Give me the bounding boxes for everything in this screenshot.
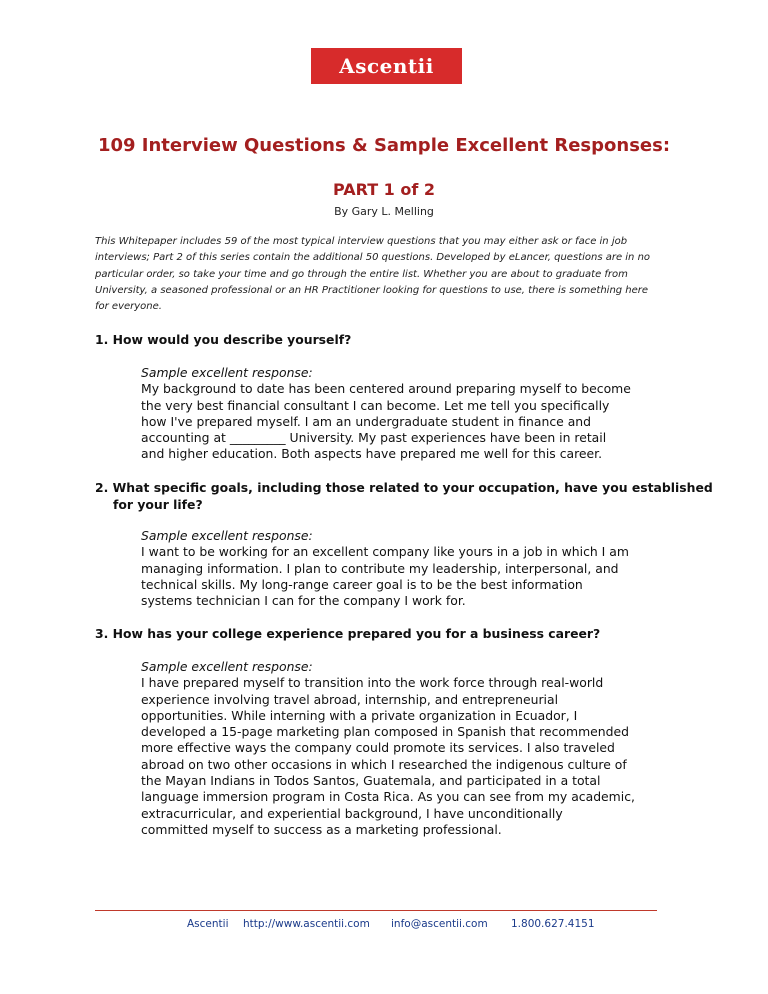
document-author: By Gary L. Melling [334, 205, 434, 218]
response-line: the Mayan Indians in Todos Santos, Guatemala, and participated in a total [141, 773, 601, 789]
intro-line: particular order, so take your time and go through the entire list. Whether you are about to graduate from [95, 268, 628, 280]
question-text: for your life? [113, 497, 203, 512]
document-title: 109 Interview Questions & Sample Excellent Responses: [97, 135, 671, 156]
response-line: how I've prepared myself. I am an undergraduate student in finance and [141, 413, 592, 429]
intro-line: This Whitepaper includes 59 of the most typical interview questions that you may either ask or face in job [95, 236, 628, 247]
question-2 [95, 479, 713, 513]
question-text: 3. How has your college experience prepared you for a business career? [95, 626, 601, 641]
response-3 [141, 659, 661, 838]
sample-label: Sample excellent response: [141, 528, 313, 543]
response-line: more effective ways the company could promote its services. I also traveled [141, 740, 615, 756]
response-2 [141, 528, 661, 609]
response-1 [141, 365, 661, 463]
question-1 [95, 331, 695, 348]
question-text: 1. How would you describe yourself? [95, 332, 352, 347]
ascentii-logo [311, 48, 462, 84]
footer-email-link[interactable]: info@ascentii.com [391, 918, 488, 930]
intro-line: interviews; Part 2 of this series contain the additional 50 questions. Developed by eLancer, questions are in no [95, 252, 651, 264]
sample-label: Sample excellent response: [141, 365, 313, 380]
response-line: technical skills. My long-range career goal is to be the best information [141, 576, 583, 592]
response-line: extracurricular, and experiential background, I have unconditionally [141, 805, 563, 821]
response-line: opportunities. While interning with a private organization in Ecuador, I [141, 707, 578, 723]
footer-company: Ascentii [187, 918, 229, 930]
intro-line: University, a seasoned professional or an HR Practitioner looking for questions to use, there is something here [95, 284, 649, 296]
response-line: committed myself to success as a marketing professional. [141, 821, 502, 837]
question-text: 2. What specific goals, including those related to your occupation, have you established [95, 480, 713, 495]
response-line: the very best financial consultant I can become. Let me tell you specifically [141, 397, 610, 413]
response-line: managing information. I plan to contribute my leadership, interpersonal, and [141, 560, 619, 576]
intro-line: for everyone. [95, 301, 162, 313]
document-part: PART 1 of 2 [332, 180, 436, 199]
footer-phone: 1.800.627.4151 [511, 918, 595, 930]
response-line: systems technician I can for the company I work for. [141, 593, 466, 609]
footer-divider [95, 910, 657, 911]
response-line: I want to be working for an excellent company like yours in a job in which I am [141, 544, 629, 560]
response-line: experience involving travel abroad, internship, and entrepreneurial [141, 691, 559, 707]
response-line: I have prepared myself to transition into the work force through real-world [141, 675, 604, 691]
response-line: and higher education. Both aspects have prepared me well for this career. [141, 446, 603, 462]
response-line: abroad on two other occasions in which I researched the indigenous culture of [141, 756, 627, 772]
question-3 [95, 625, 695, 642]
logo-text: Ascentii [339, 54, 434, 78]
sample-label: Sample excellent response: [141, 659, 313, 674]
response-line: developed a 15-page marketing plan composed in Spanish that recommended [141, 724, 629, 740]
intro-paragraph [95, 234, 695, 315]
response-line: language immersion program in Costa Rica. As you can see from my academic, [141, 789, 635, 805]
response-line: accounting at _________ University. My past experiences have been in retail [141, 430, 607, 446]
footer-website-link[interactable]: http://www.ascentii.com [243, 918, 370, 930]
response-line: My background to date has been centered around preparing myself to become [141, 381, 631, 397]
